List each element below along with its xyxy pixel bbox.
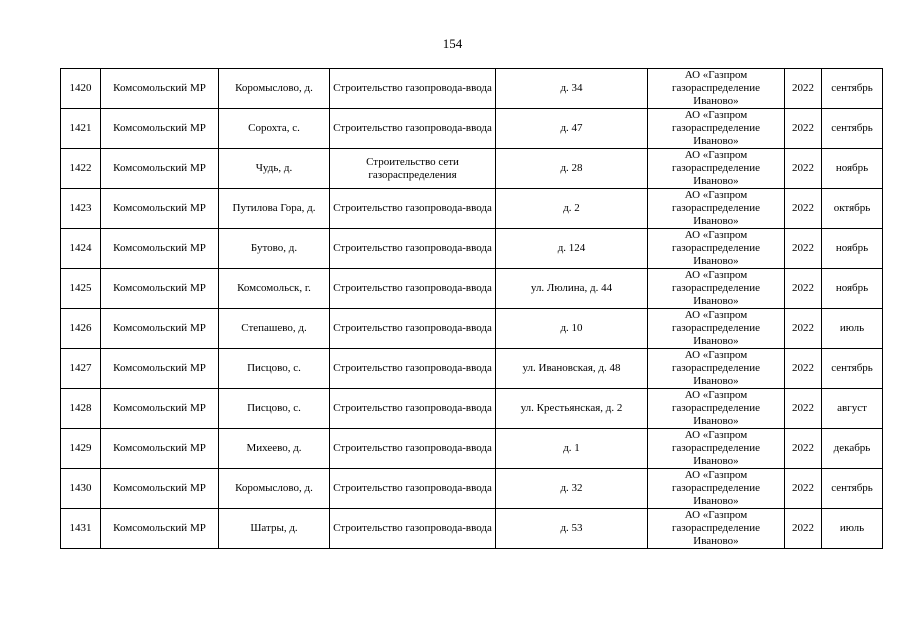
address-cell: д. 2	[496, 189, 648, 229]
row-number-cell: 1427	[61, 349, 101, 389]
month-cell: июль	[822, 309, 883, 349]
organization-cell: АО «Газпром газораспределение Иваново»	[648, 149, 785, 189]
district-cell: Комсомольский МР	[101, 69, 219, 109]
row-number-cell: 1430	[61, 469, 101, 509]
row-number-cell: 1425	[61, 269, 101, 309]
district-cell: Комсомольский МР	[101, 389, 219, 429]
work-type-cell: Строительство газопровода-ввода	[330, 269, 496, 309]
work-type-cell: Строительство газопровода-ввода	[330, 469, 496, 509]
district-cell: Комсомольский МР	[101, 189, 219, 229]
work-type-cell: Строительство газопровода-ввода	[330, 229, 496, 269]
year-cell: 2022	[785, 69, 822, 109]
address-cell: д. 10	[496, 309, 648, 349]
locality-cell: Михеево, д.	[219, 429, 330, 469]
district-cell: Комсомольский МР	[101, 429, 219, 469]
locality-cell: Писцово, с.	[219, 389, 330, 429]
row-number-cell: 1424	[61, 229, 101, 269]
work-type-cell: Строительство газопровода-ввода	[330, 429, 496, 469]
row-number-cell: 1420	[61, 69, 101, 109]
table-row	[61, 69, 883, 109]
locality-cell: Чудь, д.	[219, 149, 330, 189]
organization-cell: АО «Газпром газораспределение Иваново»	[648, 189, 785, 229]
table-row	[61, 229, 883, 269]
work-type-cell: Строительство газопровода-ввода	[330, 309, 496, 349]
district-cell: Комсомольский МР	[101, 109, 219, 149]
address-cell: д. 32	[496, 469, 648, 509]
table-body	[61, 69, 883, 549]
month-cell: декабрь	[822, 429, 883, 469]
table-row	[61, 349, 883, 389]
page-number: 154	[442, 36, 463, 51]
month-cell: сентябрь	[822, 349, 883, 389]
district-cell: Комсомольский МР	[101, 509, 219, 549]
table-row	[61, 509, 883, 549]
address-cell: д. 34	[496, 69, 648, 109]
year-cell: 2022	[785, 429, 822, 469]
district-cell: Комсомольский МР	[101, 469, 219, 509]
month-cell: август	[822, 389, 883, 429]
table-row	[61, 109, 883, 149]
year-cell: 2022	[785, 509, 822, 549]
row-number-cell: 1426	[61, 309, 101, 349]
work-type-cell: Строительство газопровода-ввода	[330, 509, 496, 549]
year-cell: 2022	[785, 389, 822, 429]
month-cell: ноябрь	[822, 229, 883, 269]
table-row	[61, 389, 883, 429]
work-type-cell: Строительство газопровода-ввода	[330, 69, 496, 109]
work-type-cell: Строительство газопровода-ввода	[330, 109, 496, 149]
organization-cell: АО «Газпром газораспределение Иваново»	[648, 349, 785, 389]
organization-cell: АО «Газпром газораспределение Иваново»	[648, 69, 785, 109]
row-number-cell: 1429	[61, 429, 101, 469]
address-cell: ул. Крестьянская, д. 2	[496, 389, 648, 429]
row-number-cell: 1421	[61, 109, 101, 149]
table-row	[61, 309, 883, 349]
district-cell: Комсомольский МР	[101, 349, 219, 389]
organization-cell: АО «Газпром газораспределение Иваново»	[648, 229, 785, 269]
row-number-cell: 1428	[61, 389, 101, 429]
year-cell: 2022	[785, 469, 822, 509]
year-cell: 2022	[785, 229, 822, 269]
month-cell: октябрь	[822, 189, 883, 229]
organization-cell: АО «Газпром газораспределение Иваново»	[648, 389, 785, 429]
gasification-schedule-table	[60, 68, 883, 549]
row-number-cell: 1423	[61, 189, 101, 229]
year-cell: 2022	[785, 349, 822, 389]
locality-cell: Комсомольск, г.	[219, 269, 330, 309]
address-cell: ул. Ивановская, д. 48	[496, 349, 648, 389]
year-cell: 2022	[785, 149, 822, 189]
month-cell: июль	[822, 509, 883, 549]
address-cell: ул. Люлина, д. 44	[496, 269, 648, 309]
locality-cell: Коромыслово, д.	[219, 69, 330, 109]
district-cell: Комсомольский МР	[101, 229, 219, 269]
table-row	[61, 429, 883, 469]
organization-cell: АО «Газпром газораспределение Иваново»	[648, 469, 785, 509]
work-type-cell: Строительство сети газораспределения	[330, 149, 496, 189]
locality-cell: Шатры, д.	[219, 509, 330, 549]
table-row	[61, 469, 883, 509]
year-cell: 2022	[785, 189, 822, 229]
locality-cell: Бутово, д.	[219, 229, 330, 269]
work-type-cell: Строительство газопровода-ввода	[330, 349, 496, 389]
work-type-cell: Строительство газопровода-ввода	[330, 189, 496, 229]
month-cell: сентябрь	[822, 109, 883, 149]
district-cell: Комсомольский МР	[101, 309, 219, 349]
address-cell: д. 47	[496, 109, 648, 149]
locality-cell: Степашево, д.	[219, 309, 330, 349]
month-cell: сентябрь	[822, 69, 883, 109]
organization-cell: АО «Газпром газораспределение Иваново»	[648, 509, 785, 549]
district-cell: Комсомольский МР	[101, 149, 219, 189]
organization-cell: АО «Газпром газораспределение Иваново»	[648, 429, 785, 469]
locality-cell: Сорохта, с.	[219, 109, 330, 149]
year-cell: 2022	[785, 269, 822, 309]
year-cell: 2022	[785, 309, 822, 349]
organization-cell: АО «Газпром газораспределение Иваново»	[648, 109, 785, 149]
month-cell: ноябрь	[822, 269, 883, 309]
work-type-cell: Строительство газопровода-ввода	[330, 389, 496, 429]
address-cell: д. 124	[496, 229, 648, 269]
row-number-cell: 1422	[61, 149, 101, 189]
organization-cell: АО «Газпром газораспределение Иваново»	[648, 269, 785, 309]
address-cell: д. 28	[496, 149, 648, 189]
district-cell: Комсомольский МР	[101, 269, 219, 309]
locality-cell: Коромыслово, д.	[219, 469, 330, 509]
table-row	[61, 269, 883, 309]
row-number-cell: 1431	[61, 509, 101, 549]
organization-cell: АО «Газпром газораспределение Иваново»	[648, 309, 785, 349]
table-row	[61, 149, 883, 189]
address-cell: д. 53	[496, 509, 648, 549]
month-cell: сентябрь	[822, 469, 883, 509]
table-row	[61, 189, 883, 229]
year-cell: 2022	[785, 109, 822, 149]
locality-cell: Писцово, с.	[219, 349, 330, 389]
month-cell: ноябрь	[822, 149, 883, 189]
address-cell: д. 1	[496, 429, 648, 469]
locality-cell: Путилова Гора, д.	[219, 189, 330, 229]
